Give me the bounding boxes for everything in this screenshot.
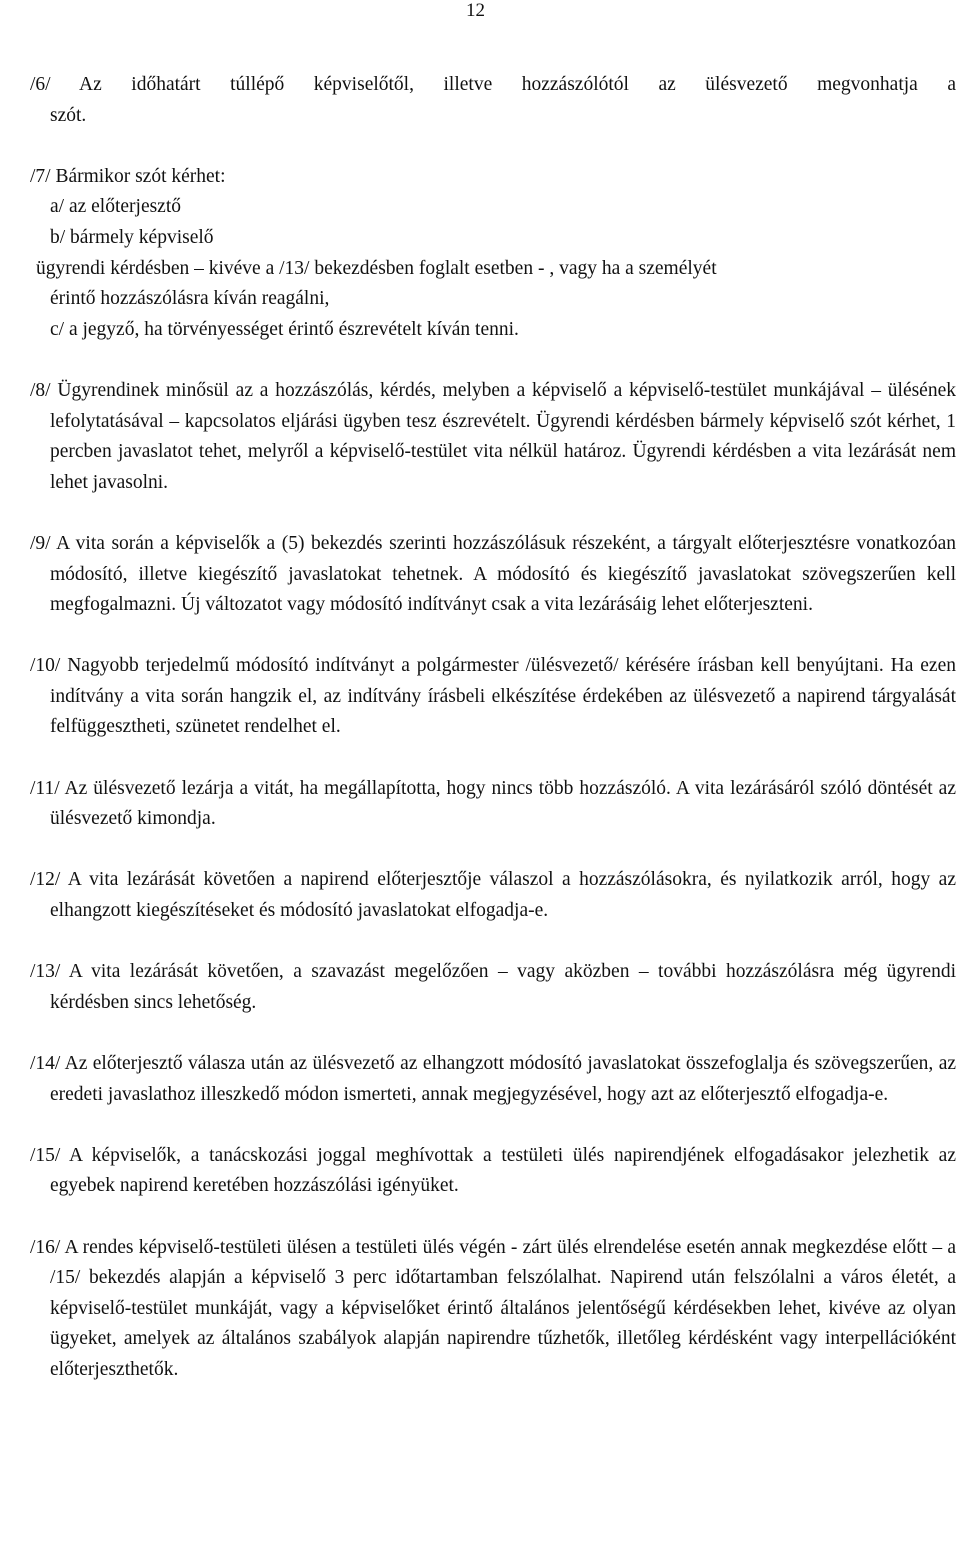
paragraph-16: /16/ A rendes képviselő-testületi ülésen a testületi ülés végén - zárt ülés elrendelése esetén annak megkezdése előtt – a /15/ bekezdés alapján a képviselő 3 perc időtartamban felszólalhat. Napirend után felszólalni a város életét, a képviselő-testület munkáját, vagy a képviselőket érintő általános jelentőségű kérdésekben lehet, kivéve az olyan ügyeket, amelyek az általános szabályok alapján napirendre tűzhetők, illetőleg kérdésként vagy interpellációként előterjeszthetők.: [30, 1236, 956, 1380]
paragraph-8: /8/ Ügyrendinek minősül az a hozzászólás, kérdés, melyben a képviselő a képviselő-testület munkájával – ülésének lefolytatásával – kapcsolatos eljárási ügyben tesz észrevételt. Ügyrendi kérdésben bármely képviselő szót kérhet, 1 percben javaslatot tehet, melyről a képviselő-testület vita nélkül határoz. Ügyrendi kérdésben a vita lezárását nem lehet javasolni.: [30, 379, 956, 493]
paragraph-7-item-b: b/ bármely képviselő: [50, 226, 214, 248]
paragraph-6-line-1: /6/ Az időhatárt túllépő képviselőtől, illetve hozzászólótól az ülésvezető megvonhatja a: [30, 74, 956, 95]
paragraph-7: [30, 162, 956, 346]
page-number: 12: [466, 0, 485, 21]
paragraph-7-item-b-cont-2: érintő hozzászólásra kíván reagálni,: [50, 288, 330, 310]
paragraph-7-intro: /7/ Bármikor szót kérhet:: [30, 165, 226, 187]
paragraph-6: [30, 70, 956, 131]
paragraph-14: /14/ Az előterjesztő válasza után az ülésvezető az elhangzott módosító javaslatokat összefoglalja és szövegszerűen, az eredeti javaslathoz illeszkedő módon ismerteti, annak megjegyzésével, hogy azt az előterjesztő elfogadja-e.: [30, 1053, 956, 1105]
paragraph-7-item-b-cont-1: ügyrendi kérdésben – kivéve a /13/ bekezdésben foglalt esetben - , vagy ha a személyét: [36, 257, 717, 279]
paragraph-9: /9/ A vita során a képviselők a (5) bekezdés szerinti hozzászólásuk részeként, a tárgyalt előterjesztésre vonatkozóan módosító, illetve kiegészítő javaslatokat tehetnek. A módosító és kiegészítő javaslatokat szövegszerűen kell megfogalmazni. Új változatot vagy módosító indítványt csak a vita lezárásáig lehet előterjeszteni.: [30, 532, 956, 616]
paragraph-11: /11/ Az ülésvezető lezárja a vitát, ha megállapította, hogy nincs több hozzászóló. A vita lezárásáról szóló döntését az ülésvezető kimondja.: [30, 777, 956, 830]
paragraph-13: /13/ A vita lezárását követően, a szavazást megelőzően – vagy aközben – további hozzászólásra még ügyrendi kérdésben sincs lehetőség.: [30, 961, 956, 1013]
document-body: [30, 70, 956, 1386]
paragraph-6-line-2: szót.: [50, 104, 87, 126]
paragraph-7-item-c: c/ a jegyző, ha törvényességet érintő észrevételt kíván tenni.: [50, 318, 519, 340]
paragraph-7-item-a: a/ az előterjesztő: [50, 196, 182, 218]
paragraph-12: /12/ A vita lezárását követően a napirend előterjesztője válaszol a hozzászólásokra, és nyilatkozik arról, hogy az elhangzott kiegészítéseket és módosító javaslatokat elfogadja-e.: [30, 869, 956, 922]
paragraph-10: /10/ Nagyobb terjedelmű módosító indítványt a polgármester /ülésvezető/ kérésére írásban kell benyújtani. Ha ezen indítvány a vita során hangzik el, az indítvány írásbeli elkészítése érdekében az ülésvezető a napirend tárgyalását felfüggesztheti, szünetet rendelhet el.: [30, 655, 956, 738]
paragraph-15: /15/ A képviselők, a tanácskozási joggal meghívottak a testületi ülés napirendjének elfogadásakor jelezhetik az egyebek napirend keretében hozzászólási igényüket.: [30, 1144, 956, 1197]
